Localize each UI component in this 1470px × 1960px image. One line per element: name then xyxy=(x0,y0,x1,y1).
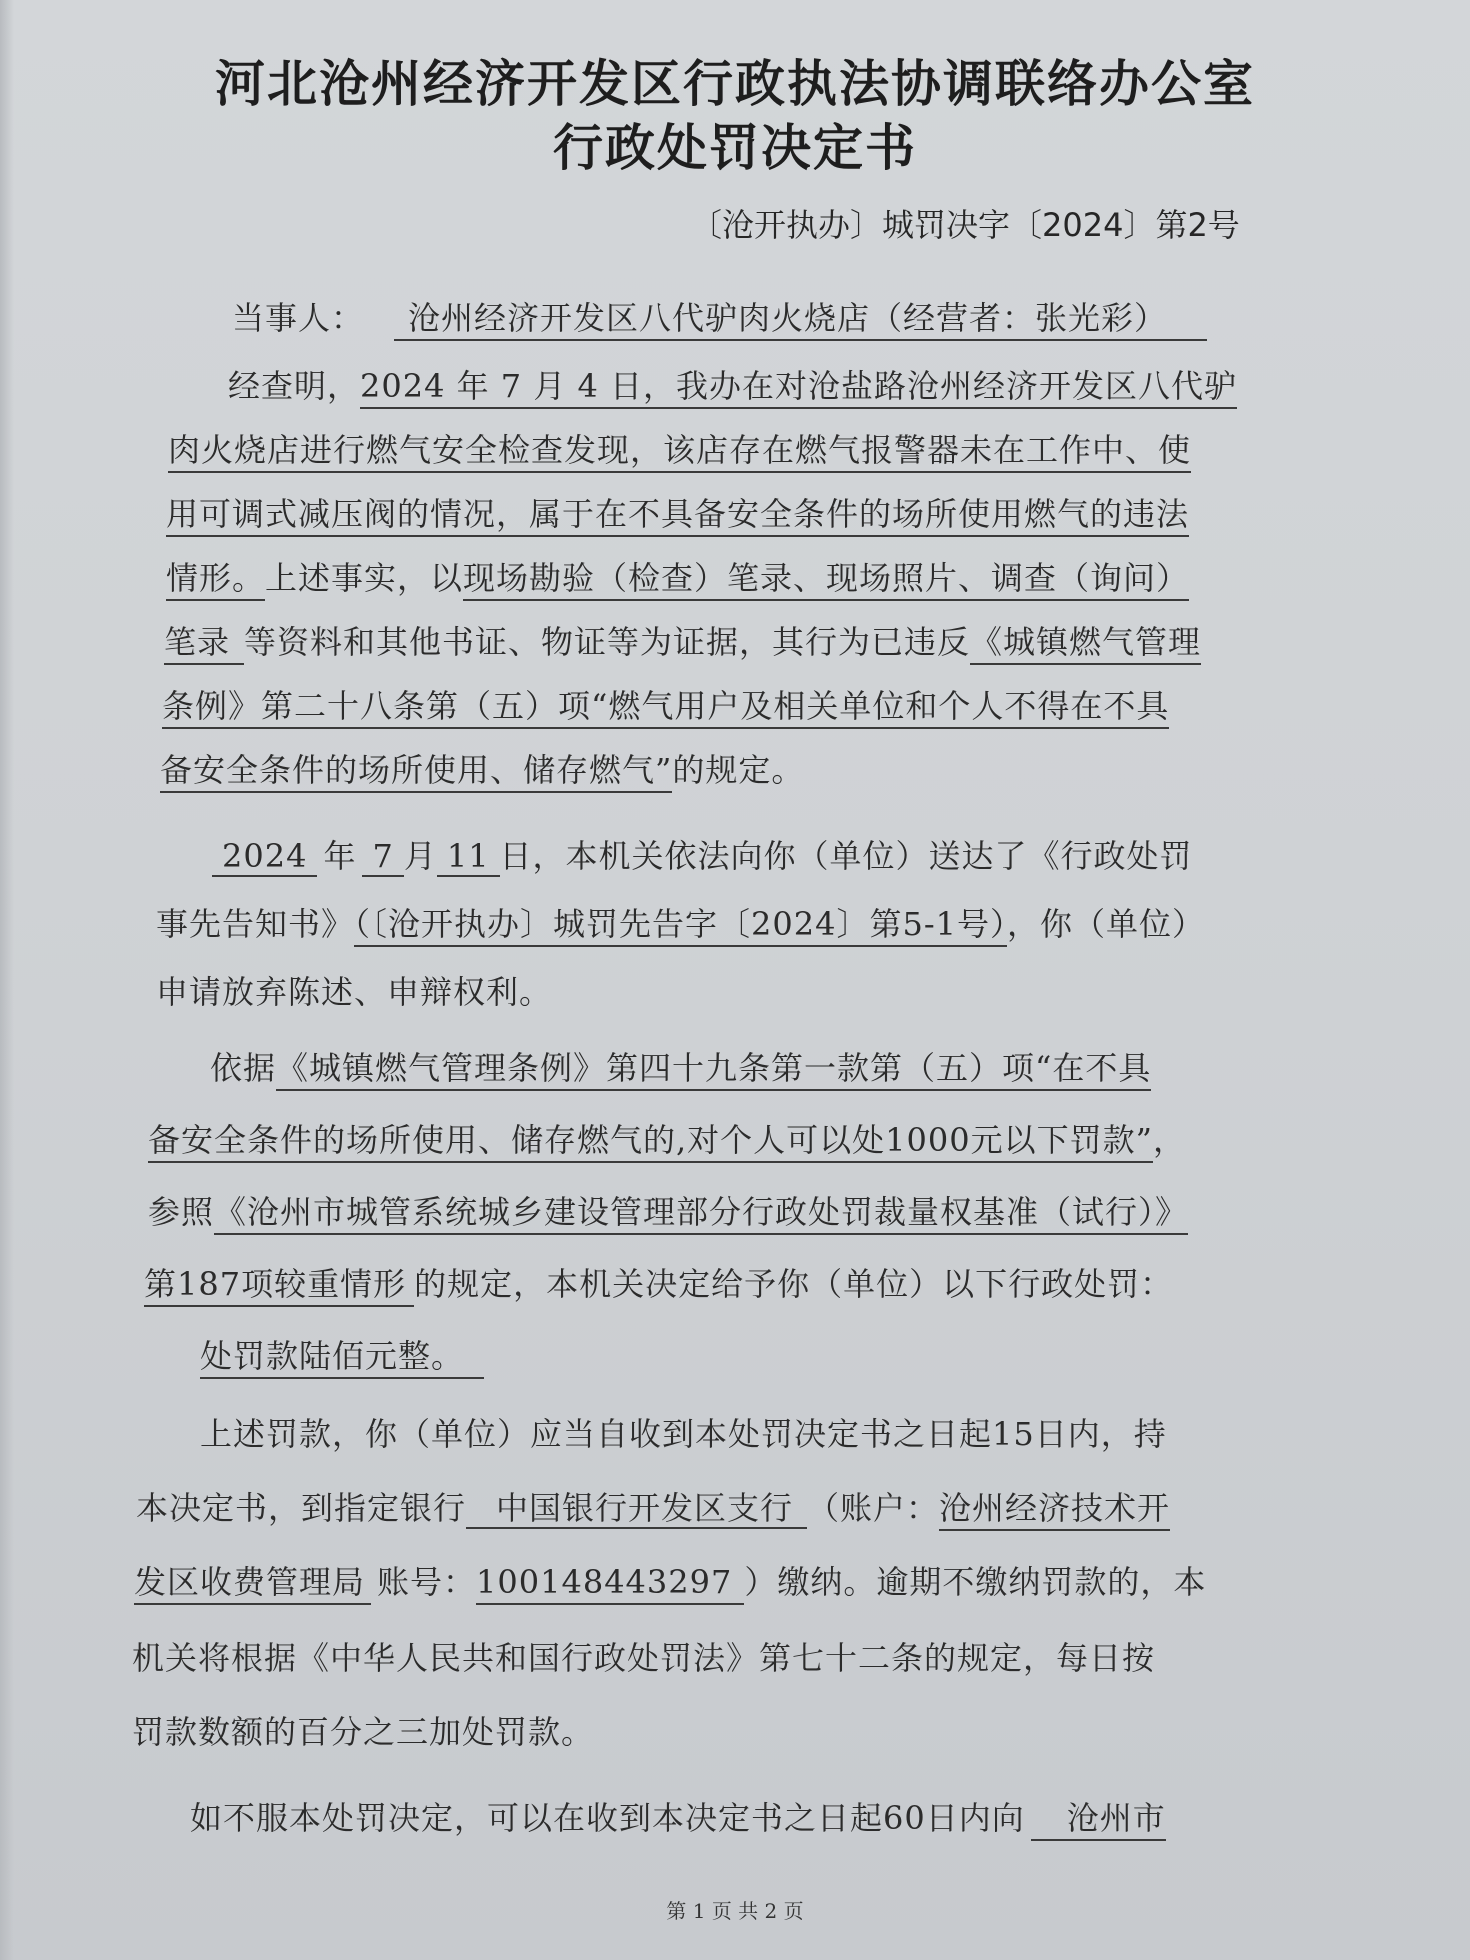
basis-text-4: 的规定，本机关决定给予你（单位）以下行政处罚： xyxy=(414,1265,1174,1303)
facts-text-7: 的规定。 xyxy=(672,751,805,789)
penalty-text: 处罚款陆佰元整。 xyxy=(200,1337,484,1379)
facts-line-2 xyxy=(168,420,1191,480)
facts-line-3 xyxy=(166,484,1189,544)
notice-month-unit: 月 xyxy=(403,837,437,875)
facts-text-4: 上述事实，以 xyxy=(265,559,464,597)
facts-underlined-4b: 现场勘验（检查）笔录、现场照片、调查（询问） xyxy=(463,559,1189,601)
facts-underlined-7: 备安全条件的场所使用、储存燃气” xyxy=(160,751,672,793)
facts-line-4 xyxy=(166,548,1189,608)
party-line xyxy=(232,288,1207,348)
page-number: 第 1 页 共 2 页 xyxy=(666,1899,804,1923)
party-value: 沧州经济开发区八代驴肉火烧店（经营者：张光彩） xyxy=(394,299,1207,341)
basis-line-2 xyxy=(148,1110,1186,1170)
facts-line-1 xyxy=(228,356,1237,416)
notice-year-unit: 年 xyxy=(323,837,357,875)
payment-line-3 xyxy=(134,1552,1206,1612)
payment-text-3b: ）缴纳。逾期不缴纳罚款的，本 xyxy=(744,1563,1207,1601)
facts-underlined-5b: 《城镇燃气管理 xyxy=(970,623,1201,665)
basis-underlined-1: 《城镇燃气管理条例》第四十九条第一款第（五）项“在不具 xyxy=(276,1049,1151,1091)
document-number: 〔沧开执办〕城罚决字〔2024〕第2号 xyxy=(690,206,1240,244)
payment-text-3a: 账号： xyxy=(377,1563,477,1601)
facts-underlined-6: 条例》第二十八条第（五）项“燃气用户及相关单位和个人不得在不具 xyxy=(162,687,1169,729)
notice-text-1: 日，本机关依法向你（单位）送达了《行政处罚 xyxy=(499,837,1193,875)
basis-line-4 xyxy=(144,1254,1173,1314)
document-title-line1: 河北沧州经济开发区行政执法协调联络办公室 xyxy=(215,55,1255,113)
basis-line-1 xyxy=(210,1038,1151,1098)
notice-day: 11 xyxy=(437,837,500,877)
notice-text-2a: 事先告知书》 xyxy=(156,905,355,943)
payment-text-4: 机关将根据《中华人民共和国行政处罚法》第七十二条的规定，每日按 xyxy=(132,1639,1156,1677)
facts-line-5 xyxy=(164,612,1201,672)
facts-line-6 xyxy=(162,676,1169,736)
basis-underlined-4: 第187项较重情形 xyxy=(144,1265,414,1307)
basis-underlined-2: 备安全条件的场所使用、储存燃气的,对个人可以处1000元以下罚款” xyxy=(148,1121,1153,1163)
payment-line-2 xyxy=(136,1478,1170,1538)
payment-text-2a: 本决定书，到指定银行 xyxy=(136,1489,467,1527)
payment-line-5 xyxy=(132,1702,594,1762)
appeal-underlined-1: 沧州市 xyxy=(1031,1799,1166,1841)
notice-line-3 xyxy=(156,962,552,1022)
basis-lead: 依据 xyxy=(210,1049,277,1087)
facts-lead: 经查明， xyxy=(228,367,361,405)
facts-underlined-4a: 情形。 xyxy=(166,559,265,601)
payment-account-2: 发区收费管理局 xyxy=(134,1563,371,1605)
basis-underlined-3: 《沧州市城管系统城乡建设管理部分行政处罚裁量权基准（试行）》 xyxy=(214,1193,1188,1235)
notice-line-1 xyxy=(212,826,1193,886)
document-title-line2: 行政处罚决定书 xyxy=(553,119,917,177)
basis-text-2: ， xyxy=(1152,1121,1186,1159)
facts-underlined-2: 肉火烧店进行燃气安全检查发现，该店存在燃气报警器未在工作中、使 xyxy=(168,431,1191,473)
basis-line-3 xyxy=(148,1182,1188,1242)
payment-text-5: 罚款数额的百分之三加处罚款。 xyxy=(132,1713,595,1751)
facts-line-7 xyxy=(160,740,804,800)
facts-text-5: 等资料和其他书证、物证等为证据，其行为已违反 xyxy=(244,623,971,661)
facts-underlined-1: 2024 年 7 月 4 日，我办在对沧盐路沧州经济开发区八代驴 xyxy=(360,367,1237,409)
payment-bank: 中国银行开发区支行 xyxy=(466,1489,807,1529)
payment-account-number: 100148443297 xyxy=(476,1563,744,1605)
payment-account-1: 沧州经济技术开 xyxy=(939,1489,1170,1531)
facts-underlined-5: 笔录 xyxy=(164,623,244,665)
facts-underlined-3: 用可调式减压阀的情况，属于在不具备安全条件的场所使用燃气的违法 xyxy=(166,495,1189,537)
appeal-text-1: 如不服本处罚决定，可以在收到本决定书之日起60日内向 xyxy=(190,1799,1025,1837)
page-edge-shadow xyxy=(0,0,14,1960)
payment-line-1 xyxy=(200,1404,1167,1464)
basis-text-3: 参照 xyxy=(148,1193,215,1231)
notice-year: 2024 xyxy=(212,837,317,877)
penalty-line xyxy=(200,1326,484,1386)
payment-text-1: 上述罚款，你（单位）应当自收到本处罚决定书之日起15日内，持 xyxy=(200,1415,1167,1453)
party-label: 当事人： xyxy=(232,299,365,337)
payment-line-4 xyxy=(132,1628,1155,1688)
notice-text-3: 申请放弃陈述、申辩权利。 xyxy=(156,973,553,1011)
appeal-line-1 xyxy=(190,1788,1166,1848)
notice-reference: （〔沧开执办〕城罚先告字〔2024〕第5-1号） xyxy=(354,905,1007,947)
payment-text-2b: （账户： xyxy=(807,1489,940,1527)
notice-month: 7 xyxy=(362,837,403,877)
notice-text-2b: ，你（单位） xyxy=(1007,905,1206,943)
notice-line-2 xyxy=(156,894,1205,954)
